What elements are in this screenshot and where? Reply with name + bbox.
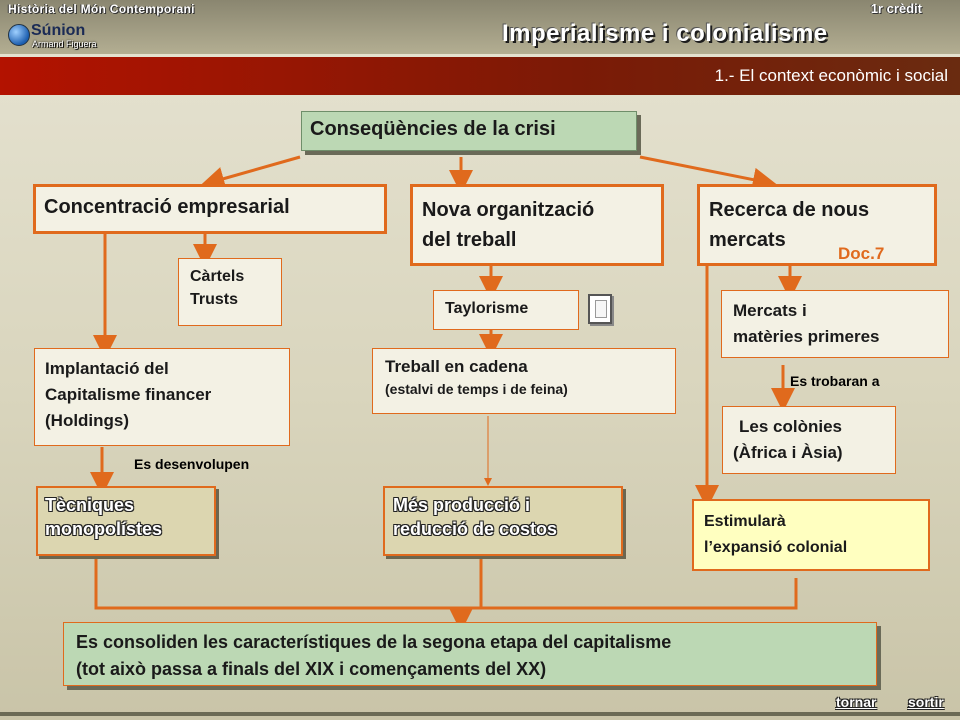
markets-line-2: matèries primeres [733, 327, 880, 346]
exit-link[interactable]: sortir [908, 694, 944, 710]
assembly-line-note: (estalvi de temps i de feina) [385, 381, 568, 397]
root-box [301, 111, 637, 151]
new-markets-line-1: Recerca de nous [709, 199, 870, 221]
new-markets-line-2: mercats [709, 229, 786, 251]
work-organization-line-1: Nova organització [422, 199, 595, 221]
colonial-expansion-box [692, 499, 930, 571]
logo-author: Armand Figuera [32, 39, 97, 49]
colonial-expansion-line-2: l’expansió colonial [704, 539, 848, 556]
capitalism-line-3: (Holdings) [45, 411, 130, 430]
conclusion-line-2: (tot això passa a finals del XIX i començaments del XX) [76, 659, 547, 679]
colonies-line-2: (Àfrica i Àsia) [733, 443, 843, 462]
page-title: Imperialisme i colonialisme [502, 20, 828, 47]
taylorism-label: Taylorisme [445, 300, 529, 317]
production-line-1: Més producció i [393, 495, 531, 515]
production-line-2: reducció de costos [393, 519, 558, 539]
section-title: 1.- El context econòmic i social [714, 66, 948, 85]
logo-name: Súnion [31, 22, 86, 39]
develop-label: Es desenvolupen [134, 456, 250, 472]
colonies-line-1: Les colònies [739, 417, 842, 436]
bottom-bracket [96, 556, 796, 608]
arrow-root-col1 [212, 157, 300, 182]
techniques-line-1: Tècniques [45, 495, 135, 515]
arrow-root-col3 [640, 157, 765, 182]
work-organization-box [410, 184, 664, 266]
concentration-label: Concentració empresarial [44, 196, 290, 218]
capitalism-line-1: Implantació del [45, 359, 169, 378]
cartels-label: Càrtels [190, 268, 245, 285]
subject-title: Història del Món Contemporani [8, 2, 195, 16]
assembly-line-label: Treball en cadena [385, 357, 528, 376]
credit-label: 1r crèdit [870, 1, 922, 16]
document-page [595, 300, 607, 318]
conclusion-line-1: Es consoliden les característiques de la segona etapa del capitalisme [76, 632, 672, 652]
work-organization-line-2: del treball [422, 229, 517, 251]
conclusion-box [63, 622, 877, 686]
markets-line-1: Mercats i [733, 301, 807, 320]
assembly-line-box [372, 348, 676, 414]
cartels-box [178, 258, 282, 326]
capitalism-box [34, 348, 290, 446]
techniques-box [36, 486, 216, 556]
markets-box [721, 290, 949, 358]
doc-7-link[interactable]: Doc.7 [838, 244, 885, 263]
production-box [383, 486, 623, 556]
new-markets-box [697, 184, 937, 266]
root-label: Conseqüències de la crisi [310, 118, 556, 140]
back-link[interactable]: tornar [836, 694, 877, 710]
trusts-label: Trusts [190, 291, 239, 308]
colonies-box [722, 406, 896, 474]
found-label: Es trobaran a [790, 373, 880, 389]
taylorism-box [433, 290, 579, 330]
footer-line [0, 712, 960, 716]
concentration-box [33, 184, 387, 234]
document-icon[interactable] [588, 294, 612, 324]
colonial-expansion-line-1: Estimularà [704, 513, 786, 530]
capitalism-line-2: Capitalisme financer [45, 385, 212, 404]
techniques-line-2: monopolístes [45, 519, 163, 539]
